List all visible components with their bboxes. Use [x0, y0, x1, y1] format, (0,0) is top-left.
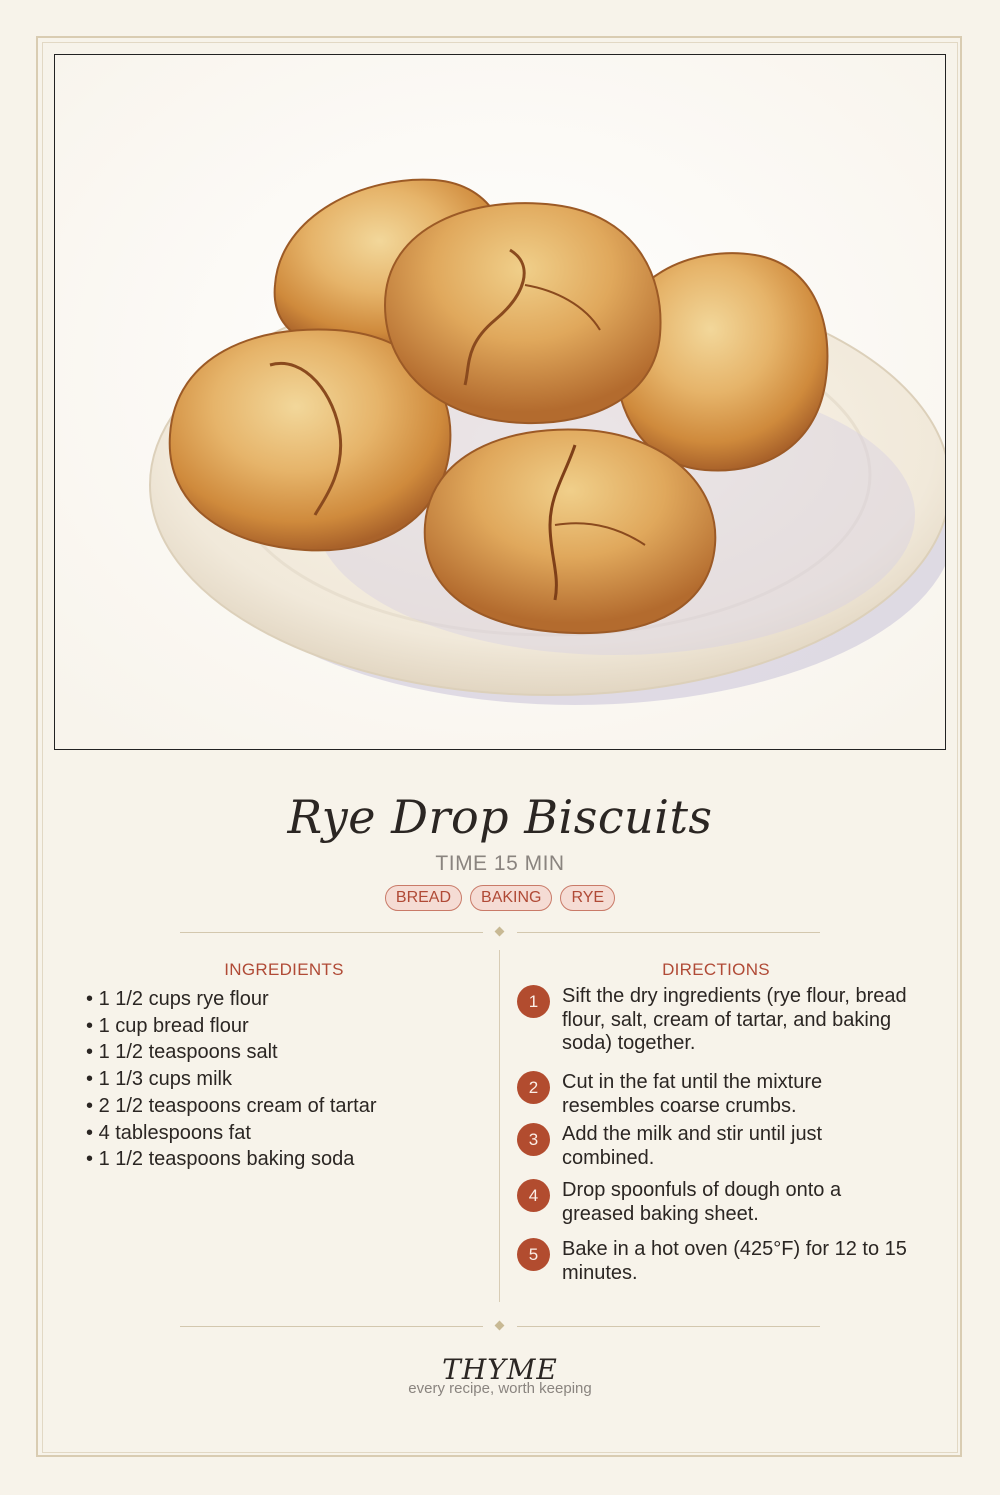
ingredient-item: • 1 1/2 teaspoons baking soda — [86, 1146, 486, 1173]
ingredient-item: • 4 tablespoons fat — [86, 1120, 486, 1147]
step-number: 1 — [517, 985, 550, 1018]
column-separator — [499, 950, 500, 1302]
brand-logo: THYME — [442, 1353, 558, 1386]
directions-heading: DIRECTIONS — [662, 960, 770, 979]
brand-tagline: every recipe, worth keeping — [408, 1380, 592, 1397]
step-text: Add the milk and stir until just combined. — [562, 1123, 823, 1169]
divider-bottom — [180, 1321, 820, 1333]
step-text: Sift the dry ingredients (rye flour, bread flour, salt, cream of tartar, and baking soda) together. — [562, 985, 907, 1054]
recipe-time: TIME 15 MIN — [435, 852, 565, 875]
ingredient-item: • 1 1/3 cups milk — [86, 1066, 486, 1093]
ingredient-item: • 2 1/2 teaspoons cream of tartar — [86, 1093, 486, 1120]
step-number: 3 — [517, 1123, 550, 1156]
tag-list — [0, 885, 1000, 911]
ingredients-list — [86, 986, 486, 1173]
tag-baking[interactable]: BAKING — [470, 885, 552, 911]
ingredient-item: • 1 cup bread flour — [86, 1013, 486, 1040]
ingredient-item: • 1 1/2 cups rye flour — [86, 986, 486, 1013]
step-number: 2 — [517, 1071, 550, 1104]
tag-bread[interactable]: BREAD — [385, 885, 462, 911]
recipe-title: Rye Drop Biscuits — [287, 790, 713, 844]
recipe-photo — [54, 54, 946, 750]
tag-rye[interactable]: RYE — [560, 885, 615, 911]
ingredients-heading: INGREDIENTS — [224, 960, 344, 979]
divider-top — [180, 927, 820, 939]
step-text: Drop spoonfuls of dough onto a greased baking sheet. — [562, 1179, 842, 1225]
step-number: 4 — [517, 1179, 550, 1212]
step-text: Cut in the fat until the mixture resembles coarse crumbs. — [562, 1071, 823, 1117]
ingredient-item: • 1 1/2 teaspoons salt — [86, 1039, 486, 1066]
step-number: 5 — [517, 1238, 550, 1271]
step-text: Bake in a hot oven (425°F) for 12 to 15 minutes. — [562, 1238, 907, 1284]
